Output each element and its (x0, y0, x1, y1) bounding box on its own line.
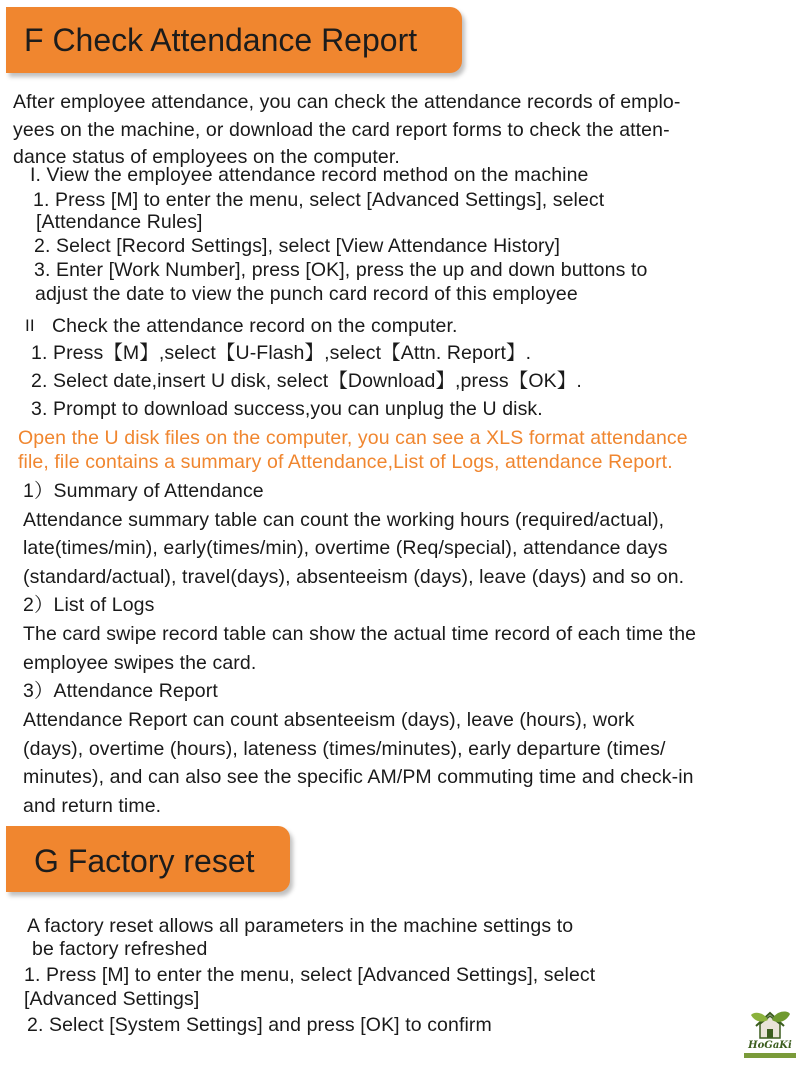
logo-text: HoGaKi (748, 1040, 792, 1051)
hogaki-logo (742, 1008, 798, 1060)
section-g-banner (6, 826, 290, 892)
report-line-3: minutes), and can also see the specific AM/PM commuting time and check-in (23, 766, 694, 788)
section-g-title: G Factory reset (34, 843, 255, 879)
highlight-line-2: file, file contains a summary of Attendance,List of Logs, attendance Report. (18, 451, 673, 473)
part1-heading: I. View the employee attendance record method on the machine (30, 164, 589, 186)
reset-line-2: be factory refreshed (32, 938, 208, 960)
part2-line-3: 3. Prompt to download success,you can unplug the U disk. (31, 398, 543, 420)
summary-heading: 1）Summary of Attendance (23, 480, 264, 502)
reset-line-5: 2. Select [System Settings] and press [OK] to confirm (27, 1014, 492, 1036)
logs-line-1: The card swipe record table can show the actual time record of each time the (23, 623, 697, 645)
summary-line-1: Attendance summary table can count the working hours (required/actual), (23, 509, 665, 531)
section-f-title: F Check Attendance Report (24, 22, 418, 58)
part1-line-4: 3. Enter [Work Number], press [OK], press the up and down buttons to (34, 259, 648, 281)
part1-line-2: [Attendance Rules] (36, 211, 203, 233)
logo-tagline-bar (744, 1053, 796, 1058)
intro-line-2: yees on the machine, or download the card report forms to check the atten- (13, 119, 670, 141)
leaf-house-icon (742, 1008, 798, 1042)
reset-line-4: [Advanced Settings] (24, 988, 200, 1010)
report-line-4: and return time. (23, 795, 162, 817)
part2-number: II (25, 316, 35, 335)
highlight-line-1: Open the U disk files on the computer, you can see a XLS format attendance (18, 427, 688, 449)
part1-line-1: 1. Press [M] to enter the menu, select [Advanced Settings], select (33, 189, 605, 211)
report-heading: 3）Attendance Report (23, 680, 218, 702)
part2-line-1: 1. Press【M】,select【U-Flash】,select【Attn. Report】. (31, 342, 532, 364)
part2-heading: Check the attendance record on the computer. (52, 315, 458, 337)
summary-line-2: late(times/min), early(times/min), overtime (Req/special), attendance days (23, 537, 668, 559)
reset-line-1: A factory reset allows all parameters in the machine settings to (27, 915, 574, 937)
intro-line-1: After employee attendance, you can check the attendance records of emplo- (13, 91, 681, 113)
part1-line-3: 2. Select [Record Settings], select [View Attendance History] (34, 235, 561, 257)
part1-line-5: adjust the date to view the punch card record of this employee (35, 283, 578, 305)
report-line-1: Attendance Report can count absenteeism (days), leave (hours), work (23, 709, 635, 731)
section-f-banner (6, 7, 462, 73)
summary-line-3: (standard/actual), travel(days), absenteeism (days), leave (days) and so on. (23, 566, 685, 588)
report-line-2: (days), overtime (hours), lateness (times/minutes), early departure (times/ (23, 738, 666, 760)
logs-heading: 2）List of Logs (23, 594, 155, 616)
intro-line-3: dance status of employees on the computer. (13, 146, 400, 168)
reset-line-3: 1. Press [M] to enter the menu, select [Advanced Settings], select (24, 964, 596, 986)
logs-line-2: employee swipes the card. (23, 652, 257, 674)
part2-line-2: 2. Select date,insert U disk, select【Download】,press【OK】. (31, 370, 582, 392)
